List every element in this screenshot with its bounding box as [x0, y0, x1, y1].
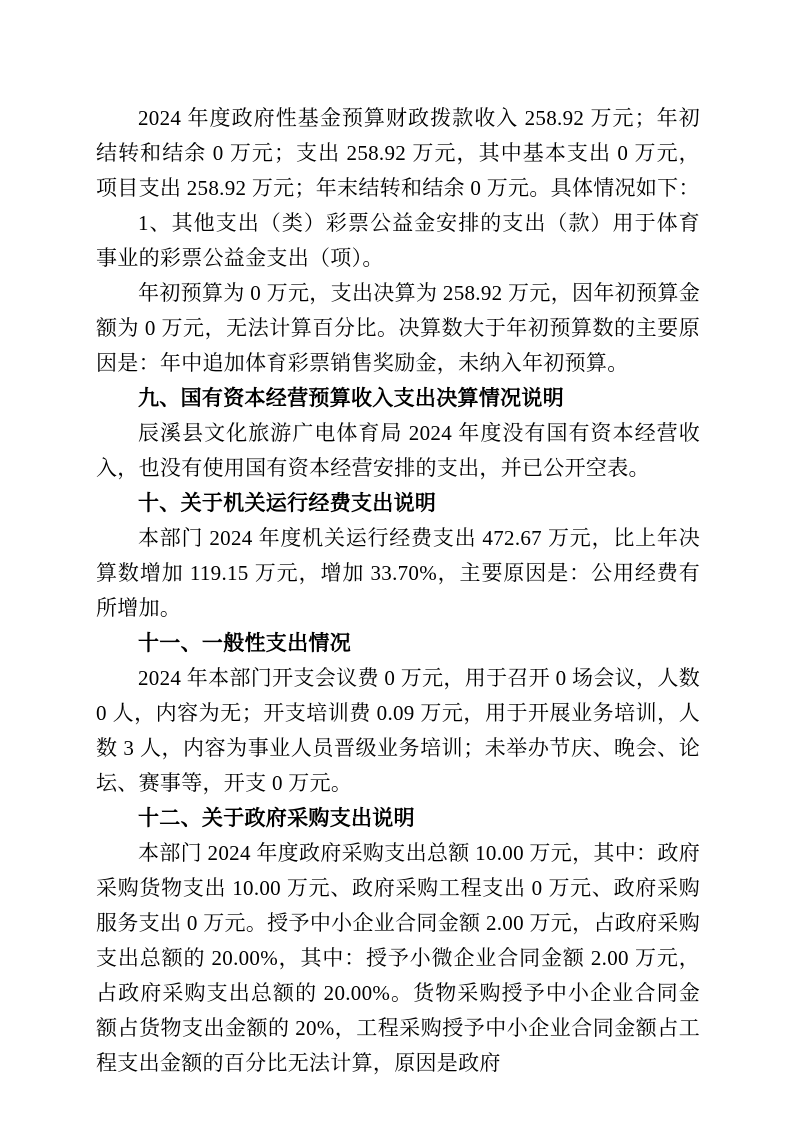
paragraph-operating-funds-explanation: 本部门 2024 年度机关运行经费支出 472.67 万元，比上年决算数增加 119.15 万元，增加 33.70%，主要原因是：公用经费有所增加。: [96, 526, 700, 620]
section-heading-12-procurement: 十二、关于政府采购支出说明: [138, 807, 415, 830]
section-heading-9-state-capital: 九、国有资本经营预算收入支出决算情况说明: [138, 387, 564, 410]
section-heading-10-operating-funds: 十、关于机关运行经费支出说明: [138, 492, 437, 515]
paragraph-general-expense-explanation: 2024 年本部门开支会议费 0 万元，用于召开 0 场会议，人数 0 人，内容为无；开支培训费 0.09 万元，用于开展业务培训，人数 3 人，内容为事业人员晋级业务培训；未举办节庆、晚会、论坛、赛事等，开支 0 万元。: [96, 666, 700, 795]
paragraph-other-expenditure-item: 1、其他支出（类）彩票公益金安排的支出（款）用于体育事业的彩票公益金支出（项）。: [96, 211, 700, 270]
paragraph-procurement-explanation: 本部门 2024 年度政府采购支出总额 10.00 万元，其中：政府采购货物支出 10.00 万元、政府采购工程支出 0 万元、政府采购服务支出 0 万元。授予中小企业合同金额 2.00 万元，占政府采购支出总额的 20.00%，其中：授予小微企业合同金额 2.00 万元，占政府采购支出总额的 20.00%。货物采购授予中小企业合同金额占货物支出金额的 20%，工程采购授予中小企业合同金额占工程支出金额的百分比无法计算，原因是政府: [96, 841, 700, 1075]
document-body: [96, 101, 700, 1081]
section-heading-11-general-expense: 十一、一般性支出情况: [138, 632, 351, 655]
paragraph-state-capital-explanation: 辰溪县文化旅游广电体育局 2024 年度没有国有资本经营收入，也没有使用国有资本经营安排的支出，并已公开空表。: [96, 421, 700, 480]
paragraph-budget-vs-final: 年初预算为 0 万元，支出决算为 258.92 万元，因年初预算金额为 0 万元，无法计算百分比。决算数大于年初预算数的主要原因是：年中追加体育彩票销售奖励金，未纳入年初预算。: [96, 281, 700, 375]
paragraph-gov-fund-summary: 2024 年度政府性基金预算财政拨款收入 258.92 万元；年初结转和结余 0 万元；支出 258.92 万元，其中基本支出 0 万元，项目支出 258.92 万元；年末结转和结余 0 万元。具体情况如下：: [96, 106, 700, 200]
